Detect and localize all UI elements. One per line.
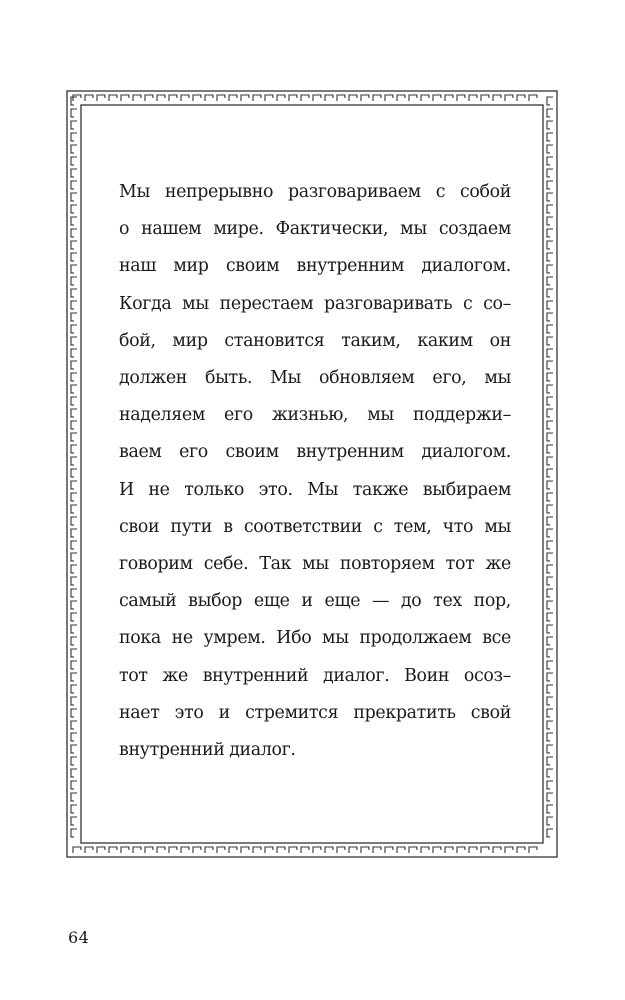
page-number: 64 (68, 928, 90, 947)
text-line: внутренний диалог. (119, 740, 296, 761)
text-line: свои пути в соответствии с тем, что мы (119, 516, 511, 537)
body-text (119, 174, 511, 769)
meander-segment (73, 95, 537, 101)
text-line: тот же внутренний диалог. Воин осоз– (119, 665, 511, 686)
text-line: ваем его своим внутренним диалогом. (119, 442, 511, 463)
text-line: самый выбор еще и еще — до тех пор, (119, 591, 511, 612)
text-line: пока не умрем. Ибо мы продолжаем все (119, 628, 511, 649)
text-line: Мы непрерывно разговариваем с собой (119, 182, 511, 202)
text-line: бой, мир становится таким, каким он (119, 330, 511, 351)
text-line: нает это и стремится прекратить свой (119, 702, 511, 723)
meander-segment (547, 97, 553, 837)
text-line: Когда мы перестаем разговаривать с со– (119, 293, 511, 314)
meander-segment (73, 847, 537, 853)
text-line: И не только это. Мы также выбираем (119, 479, 511, 500)
meander-segment (71, 97, 77, 837)
text-line: наделяем его жизнью, мы поддержи– (119, 405, 511, 426)
text-line: должен быть. Мы обновляем его, мы (119, 368, 511, 389)
text-line: говорим себе. Так мы повторяем тот же (119, 554, 511, 575)
text-line: о нашем мире. Фактически, мы создаем (119, 219, 511, 240)
text-line: наш мир своим внутренним диалогом. (119, 256, 511, 277)
